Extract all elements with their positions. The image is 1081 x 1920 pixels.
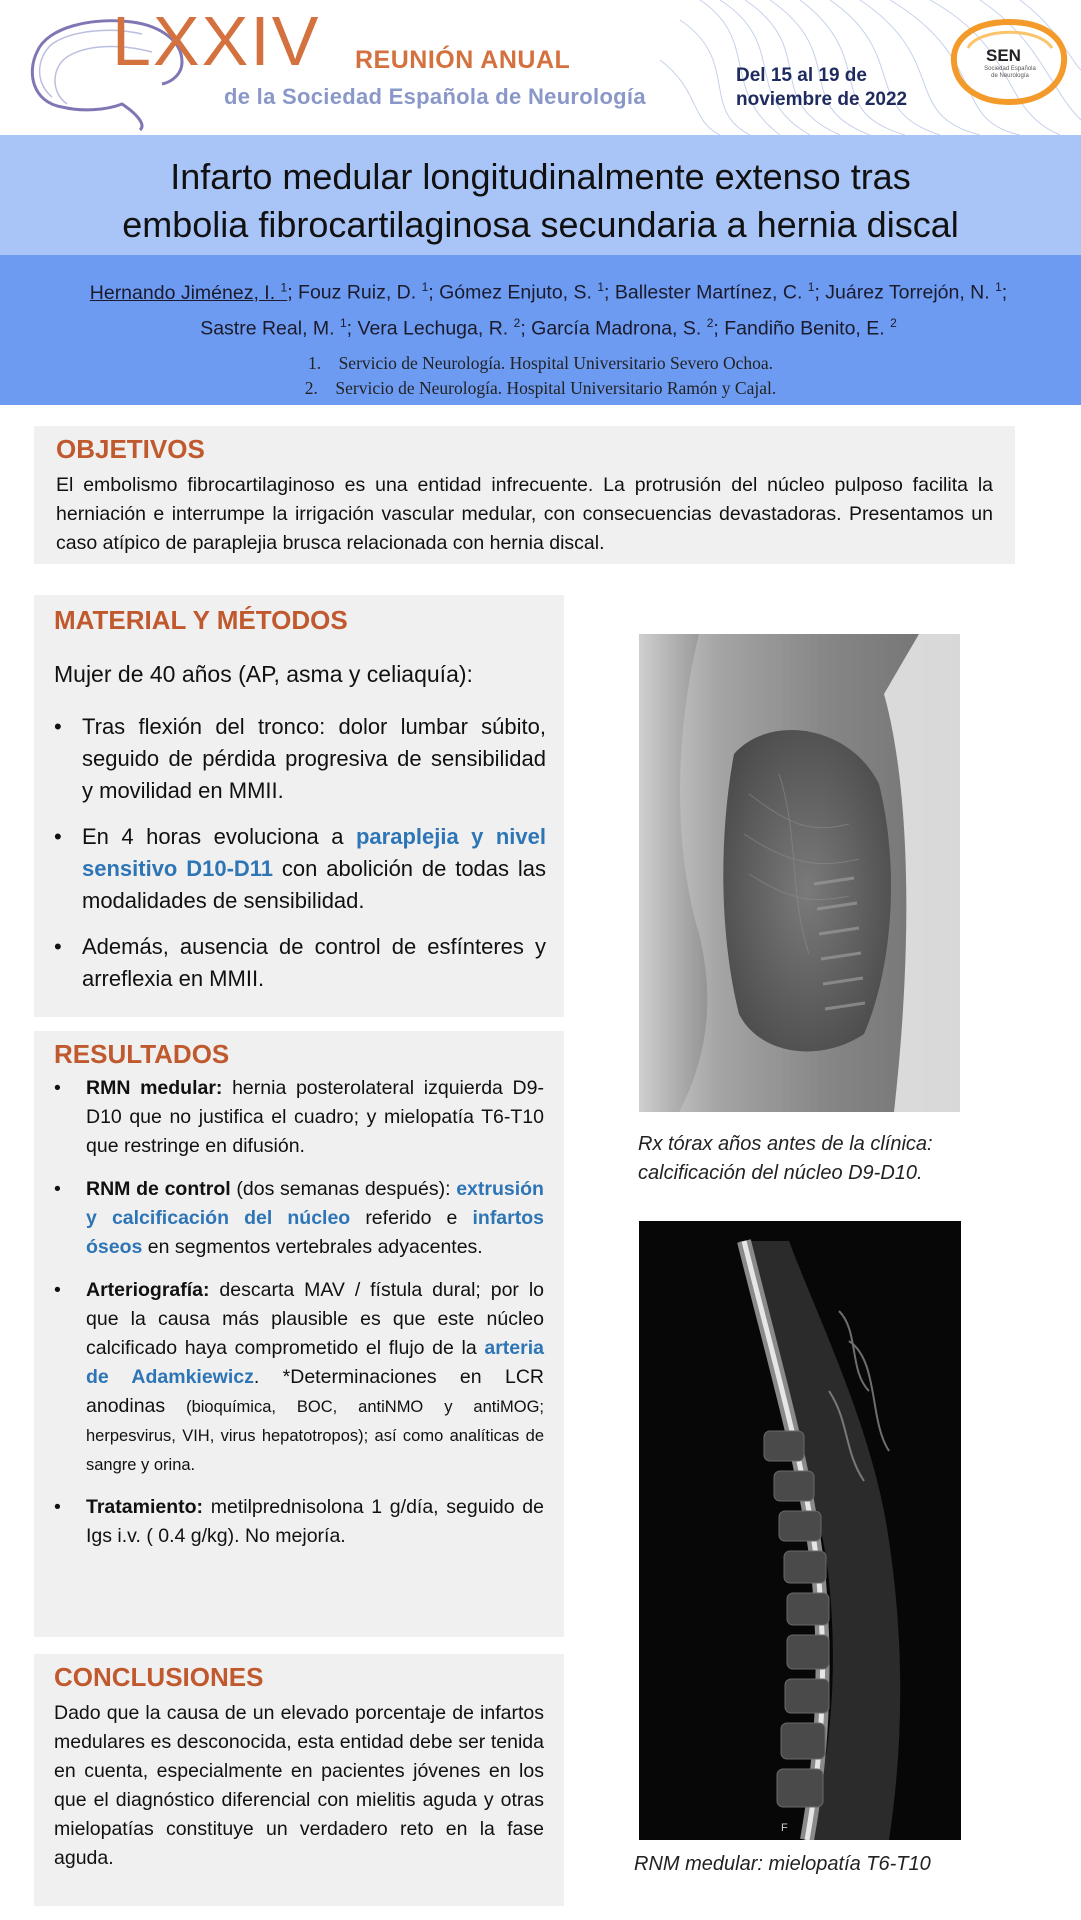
material-intro: Mujer de 40 años (AP, asma y celiaquía): (54, 661, 473, 687)
resultados-heading: RESULTADOS (54, 1039, 230, 1069)
poster-title: Infarto medular longitudinalmente extenso tras embolia fibrocartilaginosa secundaria a hernia discal (122, 156, 959, 245)
society-name: de la Sociedad Española de Neurología (224, 84, 646, 109)
conclusiones-text: Dado que la causa de un elevado porcentaje de infartos medulares es desconocida, esta entidad debe ser tenida en cuenta, especialmente en pacientes jóvenes en los que el diagnóstico diferencial con mielitis aguda y otras mielopatías constituye un verdadero reto en la fase aguda. (54, 1702, 544, 1869)
title-band (0, 135, 1081, 255)
list-item: • Tratamiento: metilprednisolona 1 g/día, seguido de Igs i.v. ( 0.4 g/kg). No mejoría. (54, 1493, 544, 1551)
list-item: • En 4 horas evoluciona a paraplejia y nivel sensitivo D10-D11 con abolición de todas las modalidades de sensibilidad. (54, 821, 546, 917)
author-list: Hernando Jiménez, I. $^1$; Fouz Ruiz, D. $^1$; Gómez Enjuto, S. $^1$; Ballester Martínez, C. $^1$; Juárez Torrejón, N. $^1$; Sastre Real, M. $^1$; Vera Lechuga, R. $^2$; García Madrona, S. $^2$; Fandiño Benito, E. $^2$ (89, 280, 1008, 339)
affiliation-item: 1. Servicio de Neurología. Hospital Universitario Severo Ochoa. (307, 353, 774, 373)
event-dates: Del 15 al 19 de noviembre de 2022 (736, 65, 908, 110)
list-item: • Además, ausencia de control de esfínteres y arreflexia en MMII. (54, 931, 546, 995)
conclusiones-heading: CONCLUSIONES (54, 1662, 264, 1692)
mri-marker-letter: F (781, 1822, 788, 1834)
resultados-panel (34, 1031, 564, 1637)
material-list (54, 711, 546, 1009)
resultados-list (54, 1074, 544, 1565)
header-banner (0, 0, 1081, 135)
authors-band (0, 255, 1081, 405)
list-item: • Tras flexión del tronco: dolor lumbar súbito, seguido de pérdida progresiva de sensibilidad y movilidad en MMII. (54, 711, 546, 807)
xray-caption: Rx tórax años antes de la clínica: calcificación del núcleo D9-D10. (638, 1133, 933, 1184)
objetivos-panel (34, 426, 1015, 564)
material-heading: MATERIAL Y MÉTODOS (54, 605, 348, 635)
objetivos-heading: OBJETIVOS (56, 434, 205, 464)
affiliation-item: 2. Servicio de Neurología. Hospital Universitario Ramón y Cajal. (304, 378, 777, 398)
objetivos-text: El embolismo fibrocartilaginoso es una entidad infrecuente. La protrusión del núcleo pulposo facilita la herniación e interrumpe la irrigación vascular medular, con consecuencias devastadoras. Presentamos un caso atípico de paraplejia brusca relacionada con hernia discal. (56, 474, 993, 554)
mri-caption: RNM medular: mielopatía T6-T10 (634, 1853, 931, 1875)
list-item: • RMN medular: hernia posterolateral izquierda D9-D10 que no justifica el cuadro; y mielopatía T6-T10 que restringe en difusión. (54, 1074, 544, 1161)
sen-logo-subtext: Sociedad Española de Neurología (984, 66, 1036, 79)
first-author: Hernando Jiménez, I. $^1$ (89, 280, 288, 304)
edition-number: LXXIV (112, 2, 321, 80)
affiliations (0, 351, 1081, 401)
material-panel (34, 595, 564, 1017)
event-name: REUNIÓN ANUAL (355, 46, 571, 74)
spinal-mri-image (639, 1221, 961, 1840)
conclusiones-panel (34, 1654, 564, 1906)
list-item: • RNM de control (dos semanas después): extrusión y calcificación del núcleo referido e infartos óseos en segmentos vertebrales adyacentes. (54, 1175, 544, 1262)
sen-logo-text: SEN (986, 46, 1021, 65)
chest-xray-image (639, 634, 960, 1112)
list-item: • Arteriografía: descarta MAV / fístula dural; por lo que la causa más plausible es que este núcleo calcificado haya comprometido el flujo de la arteria de Adamkiewicz. *Determinaciones en LCR anodinas (bioquímica, BOC, antiNMO y antiMOG; herpesvirus, VIH, virus hepatotropos); así como analíticas de sangre y orina. (54, 1276, 544, 1479)
